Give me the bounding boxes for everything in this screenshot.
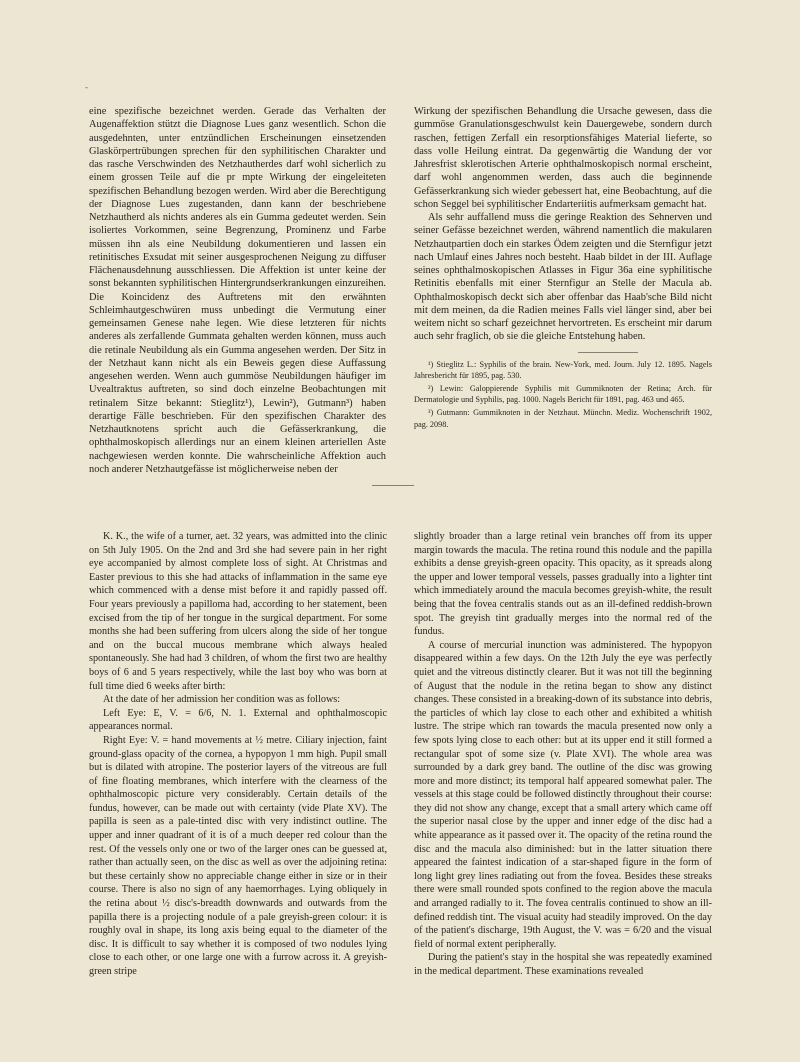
paragraph: At the date of her admission her condition was as follows:	[103, 694, 341, 706]
paragraph: eine spezifische bezeichnet werden. Gerade das Verhalten der Augenaffektion stützt die Diagnose Lues ganz wesentlich. Schon die ausgedehnten, unter entzündlichen Erscheinungen einsetzenden Glaskörpertrübungen sprechen für den syphilitischen Charakter und das rasche Verschwinden des Netzhautherdes darf wohl sicherlich zu einem grossen Teile auf die pr mpte Wirkung der eingeleiteten spezifischen Behandlung bezogen werden. Wird aber die Berechtigung der Diagnose Lues zugestanden, dann kann der beschriebene Netzhautherd als nichts anderes als ein Gumma gedeutet werden. Sein isoliertes Vorkommen, seine Begrenzung, Prominenz und Farbe müssen ihn als eine Neubildung dokumentieren und lassen ein retinitisches Exsudat mit seiner ausgesprochenen Neigung zu diffuser Flächenausdehnung ausschliessen. Die Affektion ist unter keine der sonst bekannten syphilitischen Hintergrundserkrankungen einzureihen. Die Koincidenz des Auftretens mit den erwähnten Schleimhautgeschwüren muss unbedingt die Vermutung einer gemeinsamen Genese nahe legen. Wie diese letzteren für nichts anderes als zerfallende Gummata gehalten werden können, muss auch die retinale Neubildung als ein Gumma angesehen werden. Der Sitz in der Netzhaut kann nicht als ein Beweis gegen diese Auffassung angesehen werden. Wenn auch gummöse Neubildungen häufiger im Uvealtraktus auftreten, so sind doch einzelne Beobachtungen mit retinalem Sitze bekannt: Stieglitz¹), Lewin²), Gutmann³) haben derartige Fälle beschrieben. Für den spezifischen Charakter des Netzhautknotens spricht auch die Gefässerkrankung, die ophthalmoskopisch allerdings nur an einem kleinen arteriellen Aste nachgewiesen werden konnte. Die wahrscheinliche Affektion auch noch anderer Netzhautgefässe ist möglicherweise neben der	[89, 106, 386, 475]
footnotes	[414, 359, 712, 430]
paragraph: Left Eye: E, V. = 6/6, N. 1. External and ophthalmoscopic appearances normal.	[89, 707, 387, 733]
paragraph: slightly broader than a large retinal vein branches off from its upper margin towards the macula. The retina round this nodule and the papilla exhibits a dense greyish-green opacity. This opacity, as it spreads along the upper and lower temporal vessels, passes gradually into a lighter tint which immediately around the macula becomes greyish-white, the result being that the fovea centralis stands out as an ill-defined reddish-brown spot. The greyish tint gradually merges into the normal red of the fundus.	[414, 531, 712, 638]
paragraph: Als sehr auffallend muss die geringe Reaktion des Sehnerven und seiner Gefässe bezeichnet werden, während namentlich die makularen Netzhautpartien doch ein starkes Ödem zeigten und die Sternfigur jetzt nach Umlauf eines Jahres noch besteht. Haab bildet in der III. Auflage seines ophthalmoskopischen Atlasses in Figur 36a eine syphilitische Retinitis ebenfalls mit einer Sternfigur an Stelle der Macula ab. Ophthalmoskopisch deckt sich aber offenbar das Haab'sche Bild nicht mit dem meinen, da die Radien meines Falls viel länger sind, aber bei weitem nicht so scharf gezeichnet hervortreten. Es erscheint mir darum auch sehr fraglich, ob sie die gleiche Entstehung haben.	[414, 212, 712, 343]
paragraph: Right Eye: V. = hand movements at ½ metre. Ciliary injection, faint ground-glass opacity of the cornea, a hypopyon 1 mm high. Pupil small but is dilated with atropine. The posterior layers of the vitreous are full of fine floating membranes, which interfere with the clearness of the ophthalmoscopic picture very considerably. Certain details of the fundus, however, can be made out with certainty (vide Plate XV). The papilla is seen as a pale-tinted disc with very indistinct outline. The upper and inner quadrant of it is of a much deeper red colour than the rest. Of the vessels only one or two of the larger ones can be guessed at, rather than actually seen, on the disc as well as over the adjoining retina: but these certainly show no appreciable change either in size or in their course. There is also no sign of any haemorrhages. Lying obliquely in the retina about ½ disc's-breadth downwards and outwards from the papilla there is a projecting nodule of a pale greyish-green colour: it is roughly oval in shape, its long axis being equal to the diameter of the disc. It is difficult to say whether it is composed of two nodules lying close to each other, or one large one with a furrow across it. A greyish-green stripe	[89, 734, 387, 977]
footnote: ¹) Stieglitz L.: Syphilis of the brain. New-York, med. Journ. July 12. 1895. Nagels Jahresbericht für 1895, pag. 530.	[414, 359, 712, 380]
german-right-paragraphs	[414, 105, 712, 344]
footnote: ²) Lewin: Galoppierende Syphilis mit Gummiknoten der Retina; Arch. für Dermatologie und Syphilis, pag. 1000. Nagels Bericht für 1891, pag. 463 und 465.	[414, 383, 712, 405]
section-divider	[372, 485, 414, 486]
english-text-left-column	[89, 530, 387, 979]
english-text-right-column	[414, 530, 712, 979]
german-text-left-column	[89, 105, 386, 476]
paragraph: K. K., the wife of a turner, aet. 32 years, was admitted into the clinic on 5th July 1905. On the 2nd and 3rd she had severe pain in her right eye accompanied by almost complete loss of sight. At Christmas and Easter previous to this she had attacks of inflammation in the same eye which commenced with a dense mist before it and rapidly passed off. Four years previously a papilloma had, according to her statement, been excised from the tip of her tongue in the surgical department. For some months she had been suffering from ulcers along the side of her tongue and on the buccal mucous membrane which always healed spontaneously. She had had 3 children, of whom the first two are healthy boys of 6 and 5 years respectively, while the last boy who was born at full time died 6 weeks after birth:	[89, 531, 387, 692]
paragraph: Wirkung der spezifischen Behandlung die Ursache gewesen, dass die gummöse Granulationsgeschwulst kein Dauergewebe, sondern durch raschen, fettigen Zerfall ein resorptionsfähiges Material lieferte, so dass volle Heilung eintrat. Da gegenwärtig die Wandung der vor Jahresfrist sklerotischen Arterie ophthalmoskopisch normal erscheint, darf wohl angenommen werden, dass auch die beginnende Gefässerkrankung sich wieder gebessert hat, eine Beobachtung, auf die schon Seggel bei syphilitischer Endarteriitis aufmerksam gemacht hat.	[414, 106, 712, 210]
footnote: ³) Gutmann: Gummiknoten in der Netzhaut. Münchn. Mediz. Wochenschrift 1902, pag. 2098.	[414, 408, 712, 429]
german-text-right-column	[414, 105, 712, 432]
footnote-rule	[578, 352, 638, 353]
paragraph: A course of mercurial inunction was administered. The hypopyon disappeared within a few days. On the 12th July the eye was perfectly quiet and the vitreous distinctly clearer. But it was not till the beginning of August that the nodule in the retina began to show any distinct changes. These consisted in a breaking-down of its substance into debris, the particles of which lay close to each other and exhibited a whitish lustre. The stripe which ran towards the macula presented now only a few spots lying close to each other: but at its upper end it still formed a rectangular spot of some size (v. Plate XVI). The whole area was surrounded by a dark grey band. The outline of the disc was growing more and more distinct; its temporal half appeared somewhat paler. The vessels at this stage could be followed distinctly throughout their course: they did not show any change, except that a small artery which came off the superior nasal close by the upper and inner edge of the disc had a white appearance as it passed over it. The opacity of the retina round the disc and the macula also diminished: but in the latter situation there appeared the faintest indication of a star-shaped figure in the form of long light grey lines radiating out from the fovea. Besides these streaks there were small rounded spots confined to the region above the macula and arranged radially to it. The fovea centralis continued to show an ill-defined reddish tint. The visual acuity had steadily improved. On the day of the patient's discharge, 19th August, the V. was = 6/20 and the visual field of normal extent peripherally.	[414, 639, 713, 950]
paragraph: During the patient's stay in the hospital she was repeatedly examined in the medical department. These examinations revealed	[414, 952, 712, 977]
corner-mark: -	[85, 82, 88, 92]
